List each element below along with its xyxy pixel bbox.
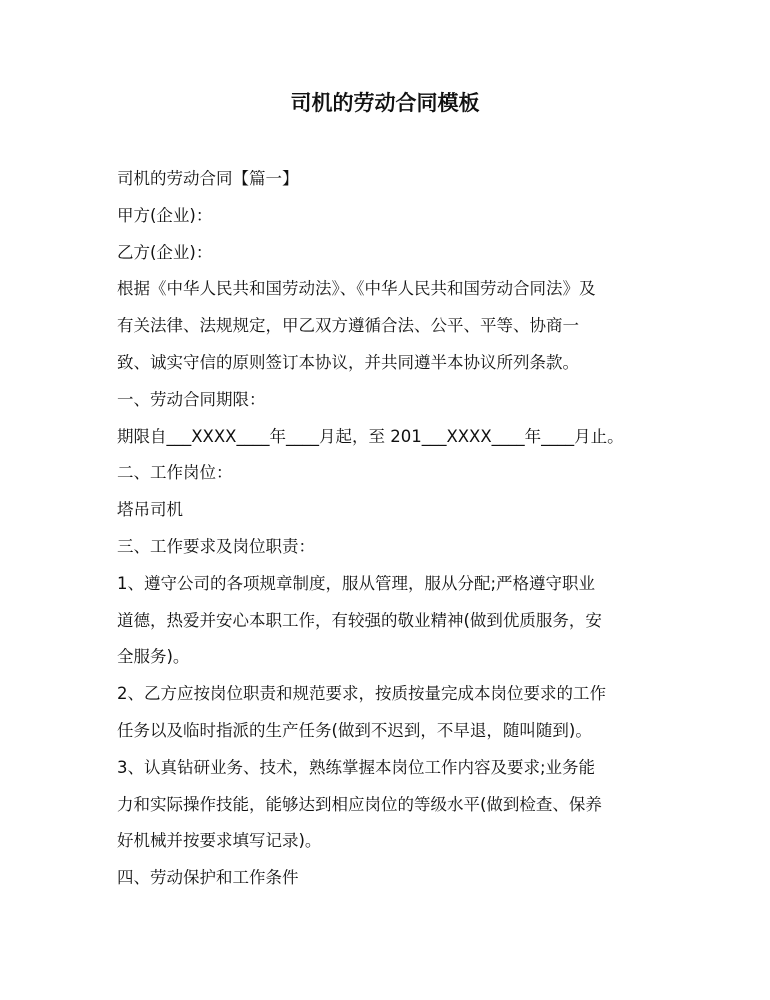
paragraph-line: 任务以及临时指派的生产任务(做到不迟到，不早退，随叫随到)。: [117, 720, 592, 740]
paragraph-line: 全服务)。: [117, 647, 190, 667]
party-a-line: 甲方(企业)：: [117, 205, 213, 225]
paragraph-line: 力和实际操作技能，能够达到相应岗位的等级水平(做到检查、保养: [117, 794, 602, 814]
paragraph-line: 塔吊司机: [117, 500, 183, 520]
paragraph-line: 2、乙方应按岗位职责和规范要求，按质按量完成本岗位要求的工作: [117, 684, 606, 704]
paragraph-line: 道德，热爱并安心本职工作，有较强的敬业精神(做到优质服务，安: [117, 610, 602, 630]
party-b-line: 乙方(企业)：: [117, 242, 213, 262]
paragraph-line: 期限自___XXXX____年____月起，至 201___XXXX____年____月止。: [117, 426, 624, 446]
paragraph-line: 3、认真钻研业务、技术，熟练掌握本岗位工作内容及要求;业务能: [117, 757, 596, 777]
clause-heading: 三、工作要求及岗位职责：: [117, 536, 315, 556]
paragraph-line: 1、遵守公司的各项规章制度，服从管理，服从分配;严格遵守职业: [117, 573, 596, 593]
clause-heading: 一、劳动合同期限：: [117, 389, 266, 409]
document-body: [117, 161, 662, 897]
paragraph-line: 致、诚实守信的原则签订本协议，并共同遵半本协议所列条款。: [117, 352, 579, 372]
clause-heading: 二、工作岗位：: [117, 463, 233, 483]
paragraph-line: 有关法律、法规规定，甲乙双方遵循合法、公平、平等、协商一: [117, 316, 579, 336]
document-title: 司机的劳动合同模板: [290, 91, 480, 115]
paragraph-line: 好机械并按要求填写记录)。: [117, 831, 322, 851]
section-heading: 司机的劳动合同【篇一】: [117, 169, 299, 188]
paragraph-line: 根据《中华人民共和国劳动法》、《中华人民共和国劳动合同法》及: [117, 279, 596, 299]
clause-heading: 四、劳动保护和工作条件: [117, 868, 299, 888]
